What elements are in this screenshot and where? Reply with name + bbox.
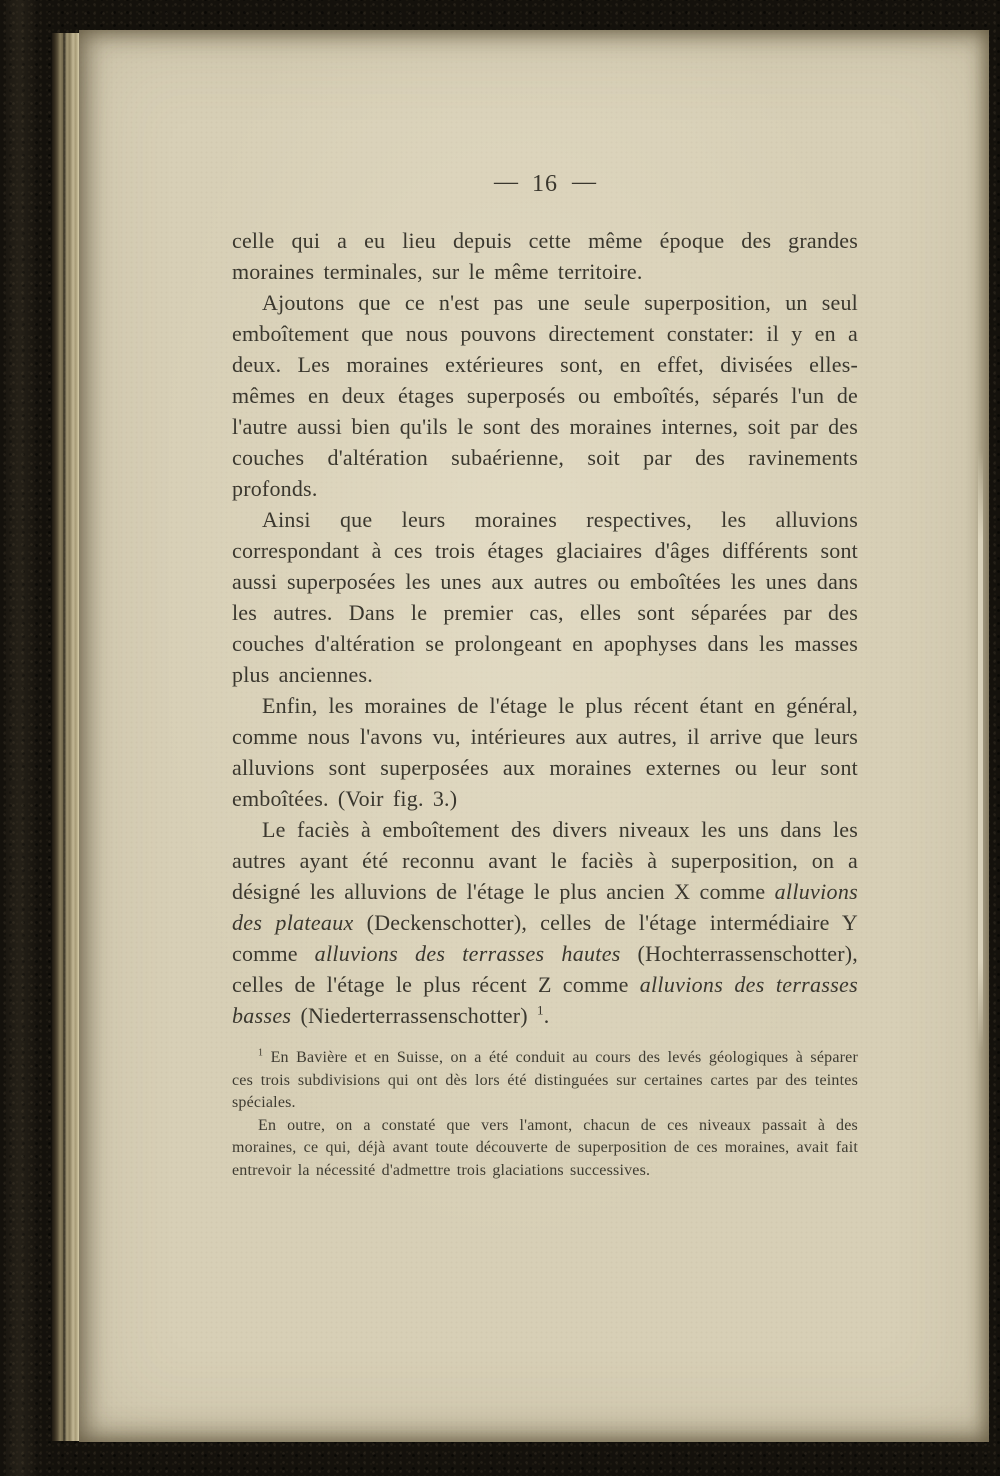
text-segment: .: [543, 1003, 550, 1028]
body-paragraph-2: Ajoutons que ce n'est pas une seule superposition, un seul emboîtement que nous pouvons directement constater: il y en a deux. Les moraines extérieures sont, en effet, divisées elles-mêmes en deux étages superposés ou emboîtés, séparés l'un de l'autre aussi bien qu'ils le sont des moraines internes, soit par des couches d'altération subaérienne, soit par des ravinements profonds.: [232, 290, 858, 501]
body-paragraph-4: Enfin, les moraines de l'étage le plus récent étant en général, comme nous l'avons vu, intérieures aux autres, il arrive que leurs alluvions sont superposées aux moraines externes ou leur sont emboîtées. (Voir fig. 3.): [232, 693, 858, 811]
body-paragraph-3: Ainsi que leurs moraines respectives, les alluvions correspondant à ces trois étages glaciaires d'âges différents sont aussi superposées les unes aux autres ou emboîtées les unes dans les autres. Dans le premier cas, elles sont séparées par des couches d'altération se prolongeant en apophyses dans les masses plus anciennes.: [232, 507, 858, 687]
body-paragraph-5: [232, 814, 858, 1031]
page-dash-right: —: [572, 169, 596, 195]
italic-term-terrasses-hautes: alluvions des terrasses hautes: [314, 941, 621, 966]
text-segment: (Hochterrassenschotter), celles de l'étage le plus récent Z comme: [232, 941, 858, 997]
page-number: 16: [532, 171, 558, 197]
footnote-reference: 1: [536, 1002, 544, 1018]
page-fore-edge: [978, 450, 983, 1050]
page-number-header: [232, 170, 858, 198]
book-page: [79, 30, 989, 1442]
body-text: [232, 225, 858, 1031]
page-stack-edge: [52, 33, 79, 1441]
text-segment: Le faciès à emboîtement des divers niveaux les uns dans les autres ayant été reconnu avant le faciès à superposition, on a désigné les alluvions de l'étage le plus ancien X comme: [232, 817, 858, 904]
italic-term-terrasses-basses: alluvions des terrasses basses: [232, 972, 858, 1028]
page-dash-left: —: [494, 169, 518, 195]
footnote-paragraph-2: En outre, on a constaté que vers l'amont, chacun de ces niveaux passait à des moraines, ce qui, déjà avant toute découverte de superposition de ces moraines, avait fait entrevoir la nécessité d'admettre trois glaciations successives.: [232, 1116, 858, 1179]
text-segment: (Deckenschotter), celles de l'étage intermédiaire Y comme: [232, 910, 858, 966]
text-segment: (Niederterrassenschotter): [291, 1003, 537, 1028]
main-text-block: [232, 170, 858, 1182]
spine-highlight: [6, 0, 40, 1476]
footnote-text: En Bavière et en Suisse, on a été conduit au cours des levés géologiques à séparer ces trois subdivisions qui ont dès lors été distinguées sur certaines cartes par des teintes spéciales.: [232, 1049, 858, 1111]
footnote-paragraph-1: [232, 1047, 858, 1115]
body-paragraph-1: celle qui a eu lieu depuis cette même époque des grandes moraines terminales, sur le même territoire.: [232, 228, 858, 284]
footnote-section: [232, 1047, 858, 1182]
footnote-marker: 1: [258, 1047, 264, 1059]
italic-term-plateaux: alluvions des plateaux: [232, 879, 858, 935]
